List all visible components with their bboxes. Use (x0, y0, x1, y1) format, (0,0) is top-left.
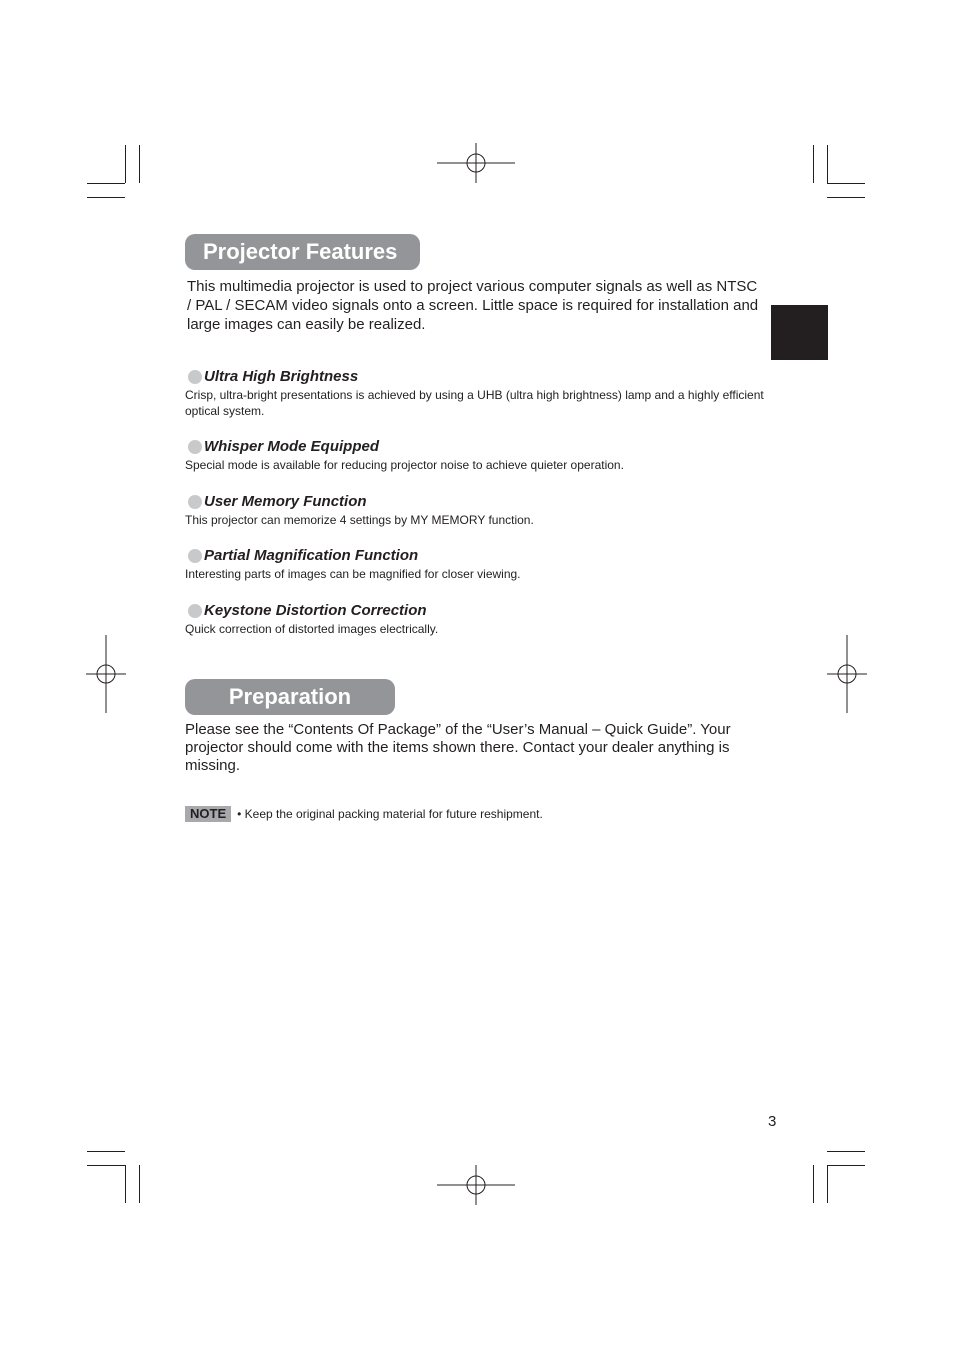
feature-item (185, 368, 785, 419)
crop-mark (827, 1165, 828, 1203)
feature-title: Whisper Mode Equipped (204, 438, 379, 455)
bullet-icon (188, 495, 202, 509)
bullet-icon (188, 440, 202, 454)
feature-desc: Crisp, ultra-bright presentations is achieved by using a UHB (ultra high brightness) lamp and a highly efficient optical system. (185, 388, 764, 418)
crop-mark (827, 1151, 865, 1152)
feature-desc: Quick correction of distorted images electrically. (185, 622, 439, 636)
feature-title: Partial Magnification Function (204, 547, 419, 564)
feature-desc: Interesting parts of images can be magnified for closer viewing. (185, 567, 521, 581)
crop-mark (827, 183, 865, 184)
feature-item (185, 602, 785, 637)
registration-mark-icon (437, 143, 515, 183)
feature-item (185, 547, 785, 582)
crop-mark (87, 1151, 125, 1152)
section-heading-preparation: Preparation (185, 679, 395, 715)
crop-mark (87, 1165, 125, 1166)
crop-mark (813, 1165, 814, 1203)
crop-mark (827, 145, 828, 183)
bullet-icon (188, 604, 202, 618)
crop-mark (139, 1165, 140, 1203)
feature-item (185, 493, 785, 528)
feature-title: User Memory Function (204, 493, 367, 510)
feature-title: Keystone Distortion Correction (204, 602, 427, 619)
feature-title: Ultra High Brightness (204, 368, 359, 385)
feature-desc: This projector can memorize 4 settings by MY MEMORY function. (185, 513, 534, 527)
page-number: 3 (768, 1113, 777, 1130)
note-row (185, 806, 543, 822)
crop-mark (139, 145, 140, 183)
crop-mark (87, 183, 125, 184)
registration-mark-icon (437, 1165, 515, 1205)
crop-mark (827, 197, 865, 198)
crop-mark (87, 197, 125, 198)
feature-item (185, 438, 785, 473)
crop-mark (813, 145, 814, 183)
section-heading-features: Projector Features (185, 234, 420, 270)
feature-desc: Special mode is available for reducing projector noise to achieve quieter operation. (185, 458, 624, 472)
crop-mark (125, 1165, 126, 1203)
note-text: • Keep the original packing material for future reshipment. (237, 807, 543, 821)
registration-mark-icon (827, 635, 867, 713)
bullet-icon (188, 370, 202, 384)
crop-mark (125, 145, 126, 183)
registration-mark-icon (86, 635, 126, 713)
crop-mark (827, 1165, 865, 1166)
features-intro: This multimedia projector is used to project various computer signals as well as NTSC / PAL / SECAM video signals onto a screen. Little space is required for installation and large images can easily be realized. (187, 278, 759, 333)
bullet-icon (188, 549, 202, 563)
language-tab (771, 305, 828, 360)
preparation-body: Please see the “Contents Of Package” of the “User’s Manual – Quick Guide”. Your projector should come with the items shown there. Contact your dealer anything is missing. (185, 721, 731, 774)
note-badge: NOTE (185, 806, 231, 822)
